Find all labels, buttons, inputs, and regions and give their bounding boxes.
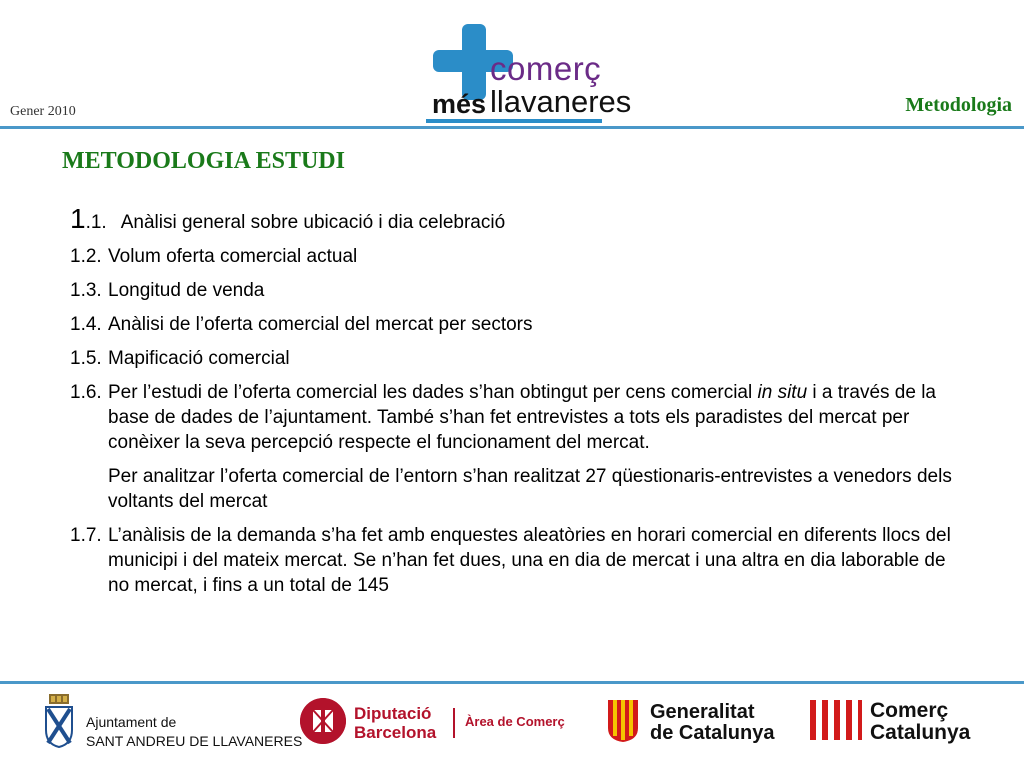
item-number: 1.7. <box>70 525 102 546</box>
diputacio-separator <box>453 708 455 738</box>
section-title: Metodologia <box>905 94 1012 116</box>
list-item <box>70 203 965 235</box>
item-text: Longitud de venda <box>108 280 265 301</box>
list-paragraph: Per analitzar l’oferta comercial de l’entorn s’han realitzat 27 qüestionaris-entrevistes a venedors dels voltants del mercat <box>108 466 952 512</box>
list-item <box>70 278 965 303</box>
footer-divider <box>0 681 1024 684</box>
item-number: 1.3. <box>70 280 102 301</box>
list-item <box>70 244 965 269</box>
generalitat-label-line2: de Catalunya <box>650 722 775 744</box>
italic-text: in situ <box>757 382 808 403</box>
item-text: Mapificació comercial <box>108 348 290 369</box>
logo-text-comerc: comerç <box>490 50 602 87</box>
logo-underline <box>426 119 602 123</box>
list-item <box>70 346 965 371</box>
item-text: Volum oferta comercial actual <box>108 246 358 267</box>
item-text: Per l’estudi de l’oferta comercial les dades s’han obtingut per cens comercial in situ i a través de la base de dades de l’ajuntament. També s’han fet entrevistes a tots els paradistes del mercat per conèixer la seva percepció respecte el funcionament del mercat. <box>108 382 936 453</box>
item-text: L’anàlisis de la demanda s’ha fet amb enquestes aleatòries en horari comercial en diferents llocs del municipi i del mateix mercat. Se n’han fet dues, una en dia de mercat i una altra en dia laborable de no mercat, i fins a un total de 145 <box>108 525 951 596</box>
item-number: 1.4. <box>70 314 102 335</box>
diputacio-area-label: Àrea de Comerç <box>465 714 565 729</box>
list-item <box>70 380 965 455</box>
diputacio-label-line1: Diputació <box>354 704 432 723</box>
generalitat-emblem-icon <box>608 700 638 742</box>
item-number: 1.6. <box>70 382 102 403</box>
generalitat-label-line1: Generalitat <box>650 701 755 723</box>
diputacio-label-line2: Barcelona <box>354 723 437 742</box>
methodology-list <box>70 203 965 607</box>
comerc-catalunya-label-line1: Comerç <box>870 699 949 722</box>
logo-text-llavaneres: llavaneres <box>490 84 632 119</box>
header-divider <box>0 126 1024 129</box>
logo-text-mes: més <box>432 89 487 119</box>
comerc-catalunya-label-line2: Catalunya <box>870 721 971 744</box>
ajuntament-label-line2: SANT ANDREU DE LLAVANERES <box>86 733 303 749</box>
page-title: METODOLOGIA ESTUDI <box>62 148 345 174</box>
ajuntament-label-line1: Ajuntament de <box>86 714 177 730</box>
list-item <box>70 523 965 598</box>
item-number: 1.5. <box>70 348 102 369</box>
item-text: Anàlisi de l’oferta comercial del mercat per sectors <box>108 314 533 335</box>
diputacio-emblem-icon <box>300 698 346 744</box>
list-item <box>70 312 965 337</box>
item-number: 1.1. <box>70 203 107 234</box>
item-text: Anàlisi general sobre ubicació i dia celebració <box>120 212 506 233</box>
header-date: Gener 2010 <box>10 104 76 119</box>
ajuntament-coat-of-arms-icon <box>44 694 74 748</box>
item-number: 1.2. <box>70 246 102 267</box>
comerc-catalunya-emblem-icon <box>810 700 862 740</box>
